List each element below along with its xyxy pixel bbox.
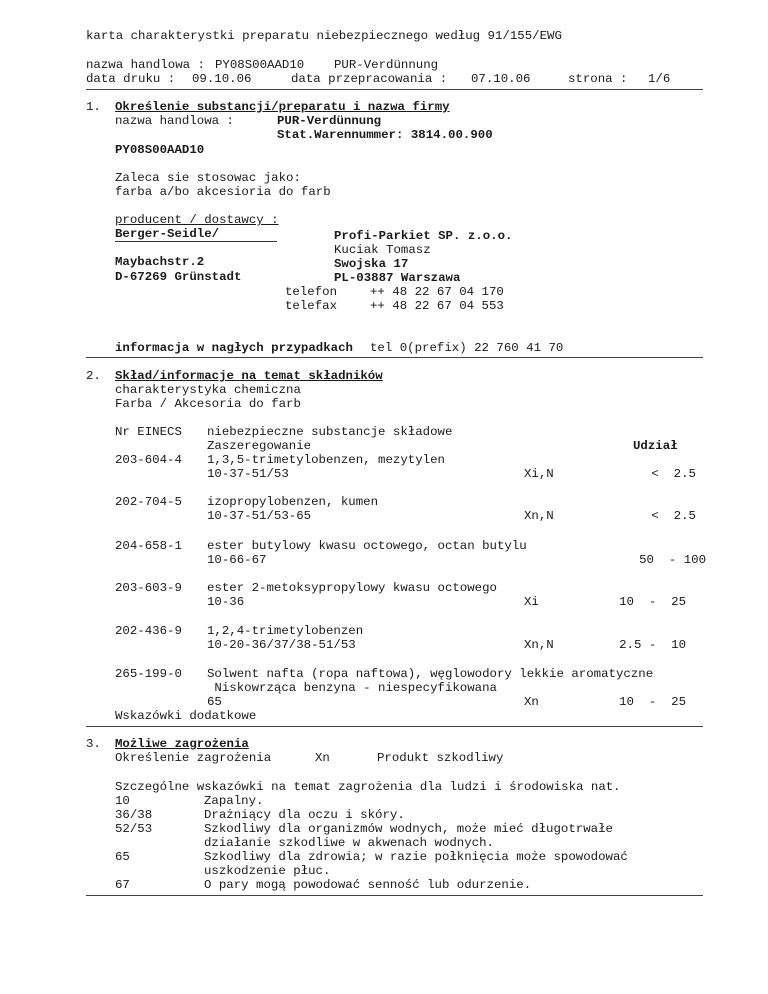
divider [86,726,703,727]
use-value: farba a/bo akcesioria do farb [115,185,331,199]
supplier-street: Swojska 17 [334,257,409,271]
substance-name-line2: Niskowrząca benzyna - niespecyfikowana [207,681,497,695]
phrase-text: uszkodzenie płuc. [204,864,331,878]
einecs-number: 204-658-1 [115,539,182,553]
hazard-symbol: Xn,N [524,638,554,652]
column-classification: Zaszeregowanie [207,439,312,453]
revision-label: data przepracowania : [291,72,448,86]
fax-label: telefax [285,299,338,313]
phone-label: telefon [285,285,338,299]
share-value: < 2.5 [651,467,696,481]
trade-name: PUR-Verdünnung [334,58,439,72]
document-title: karta charakterystki preparatu niebezpiecznego według 91/155/EWG [86,29,562,43]
section-number: 1. [86,100,101,114]
producer-underline [115,241,277,242]
special-warnings-label: Szczególne wskazówki na temat zagrożenia dla ludzi i środowiska nat. [115,780,621,794]
producer-name: Berger-Seidle/ [115,227,220,241]
column-einecs: Nr EINECS [115,425,182,439]
page-number: 1/6 [648,72,671,86]
hazard-symbol: Xi [524,595,539,609]
trade-name: PUR-Verdünnung [277,114,382,128]
print-date: 09.10.06 [192,72,252,86]
emergency-phone: tel 0(prefix) 22 760 41 70 [370,341,564,355]
column-share: Udział [633,439,678,453]
phrase-code: 36/38 [115,808,153,822]
einecs-number: 202-436-9 [115,624,182,638]
phone-number: ++ 48 22 67 04 170 [370,285,504,299]
chemical-char-value: Farba / Akcesoria do farb [115,397,301,411]
phrase-text: Szkodliwy dla zdrowia; w razie połknięcia może spowodować [204,850,628,864]
section-number: 2. [86,369,101,383]
use-label: Zaleca sie stosowac jako: [115,171,301,185]
share-value: 50 - 100 [639,553,706,567]
phrase-code: 52/53 [115,822,153,836]
substance-name: ester 2-metoksypropylowy kwasu octowego [207,581,497,595]
einecs-number: 202-704-5 [115,495,182,509]
hazard-symbol: Xn [315,751,330,765]
share-value: 2.5 - 10 [619,638,686,652]
stat-number: Stat.Warennummer: 3814.00.900 [277,128,493,142]
supplier-city: PL-03887 Warszawa [334,271,461,285]
risk-phrases: 10-37-51/53-65 [207,509,312,523]
phrase-text: Drażniący dla oczu i skóry. [204,808,405,822]
substance-name: Solwent nafta (ropa naftowa), węglowodory lekkie aromatyczne [207,667,654,681]
phrase-text: O pary mogą powodować senność lub odurzenie. [204,878,532,892]
fax-number: ++ 48 22 67 04 553 [370,299,504,313]
trade-name-label: nazwa handlowa : [115,114,234,128]
hazard-symbol: Xi,N [524,467,554,481]
einecs-number: 265-199-0 [115,667,182,681]
substance-name: izopropylobenzen, kumen [207,495,379,509]
trade-name-label: nazwa handlowa : [86,58,205,72]
risk-phrases: 10-36 [207,595,245,609]
divider [86,357,703,358]
risk-phrases: 10-66-67 [207,553,267,567]
divider [86,89,703,90]
einecs-number: 203-604-4 [115,453,182,467]
share-value: 10 - 25 [619,595,686,609]
hazard-label: Określenie zagrożenia [115,751,272,765]
supplier-name: Profi-Parkiet SP. z.o.o. [334,229,513,243]
product-code: PY08S00AAD10 [115,143,205,157]
substance-name: ester butylowy kwasu octowego, octan butylu [207,539,527,553]
print-date-label: data druku : [86,72,176,86]
chemical-char-label: charakterystyka chemiczna [115,383,301,397]
phrase-code: 67 [115,878,130,892]
section-number: 3. [86,737,101,751]
hazard-symbol: Xn,N [524,509,554,523]
hazard-symbol: Xn [524,695,539,709]
column-substances: niebezpieczne substancje składowe [207,425,453,439]
share-value: < 2.5 [651,509,696,523]
section-title: Określenie substancji/preparatu i nazwa firmy [115,100,450,114]
divider [86,895,703,896]
phrase-text: Szkodliwy dla organizmów wodnych, może mieć długotrwałe [204,822,613,836]
supplier-person: Kuciak Tomasz [334,243,431,257]
substance-name: 1,2,4-trimetylobenzen [207,624,364,638]
share-value: 10 - 25 [619,695,686,709]
phrase-code: 10 [115,794,130,808]
section-title: Możliwe zagrożenia [115,737,249,751]
additional-notes: Wskazówki dodatkowe [115,709,257,723]
producer-label: producent / dostawcy : [115,213,279,227]
producer-street: Maybachstr.2 [115,255,205,269]
revision-date: 07.10.06 [471,72,531,86]
producer-city: D-67269 Grünstadt [115,270,242,284]
page-label: strona : [568,72,628,86]
hazard-description: Produkt szkodliwy [377,751,504,765]
phrase-code: 65 [115,850,130,864]
trade-code: PY08S00AAD10 [215,58,305,72]
phrase-text: Zapalny. [204,794,264,808]
risk-phrases: 65 [207,695,222,709]
section-title: Skład/informacje na temat składników [115,369,383,383]
substance-name: 1,3,5-trimetylobenzen, mezytylen [207,453,445,467]
einecs-number: 203-603-9 [115,581,182,595]
risk-phrases: 10-37-51/53 [207,467,289,481]
phrase-text: działanie szkodliwe w akwenach wodnych. [204,836,494,850]
risk-phrases: 10-20-36/37/38-51/53 [207,638,356,652]
emergency-label: informacja w nagłych przypadkach [115,341,353,355]
